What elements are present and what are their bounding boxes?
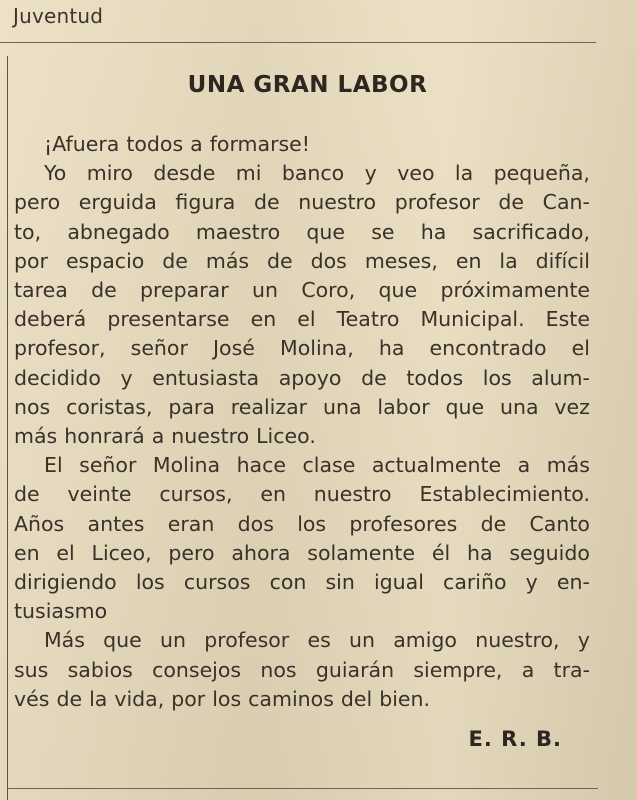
text-line: en el Liceo, pero ahora solamente él ha seguido xyxy=(14,540,590,565)
text-line: El señor Molina hace clase actualmente a más xyxy=(44,453,590,478)
text-line: Yo miro desde mi banco y veo la pequeña, xyxy=(44,161,590,186)
text-line: por espacio de más de dos meses, en la difícil xyxy=(14,248,590,273)
article-body xyxy=(14,130,590,714)
text-line: ¡Afuera todos a formarse! xyxy=(44,132,311,156)
section-header: Juventud xyxy=(13,4,104,28)
left-column-rule xyxy=(7,56,8,800)
text-line: dirigiendo los cursos con sin igual cariño y en- xyxy=(14,570,590,595)
text-line: pero erguida figura de nuestro profesor de Can- xyxy=(14,190,590,215)
article-signature: E. R. B. xyxy=(468,727,562,751)
text-line: tusiasmo xyxy=(14,599,108,624)
article-title: UNA GRAN LABOR xyxy=(187,72,428,98)
top-divider xyxy=(0,42,596,43)
text-line: nos coristas, para realizar una labor que una vez xyxy=(14,394,590,419)
bottom-divider xyxy=(8,788,598,789)
text-line: de veinte cursos, en nuestro Establecimiento. xyxy=(14,482,590,507)
text-line: deberá presentarse en el Teatro Municipal. Este xyxy=(14,307,590,332)
text-line: vés de la vida, por los caminos del bien. xyxy=(14,686,431,711)
text-line: más honrará a nuestro Liceo. xyxy=(14,424,316,449)
text-line: tarea de preparar un Coro, que próximamente xyxy=(14,278,590,303)
text-line: to, abnegado maestro que se ha sacrificado, xyxy=(14,219,590,244)
text-line: Años antes eran dos los profesores de Canto xyxy=(14,511,590,536)
text-line: Más que un profesor es un amigo nuestro, y xyxy=(44,628,590,653)
text-line: decidido y entusiasta apoyo de todos los alum- xyxy=(14,365,590,390)
text-line: sus sabios consejos nos guiarán siempre, a tra- xyxy=(14,657,590,682)
text-line: profesor, señor José Molina, ha encontrado el xyxy=(14,336,590,361)
